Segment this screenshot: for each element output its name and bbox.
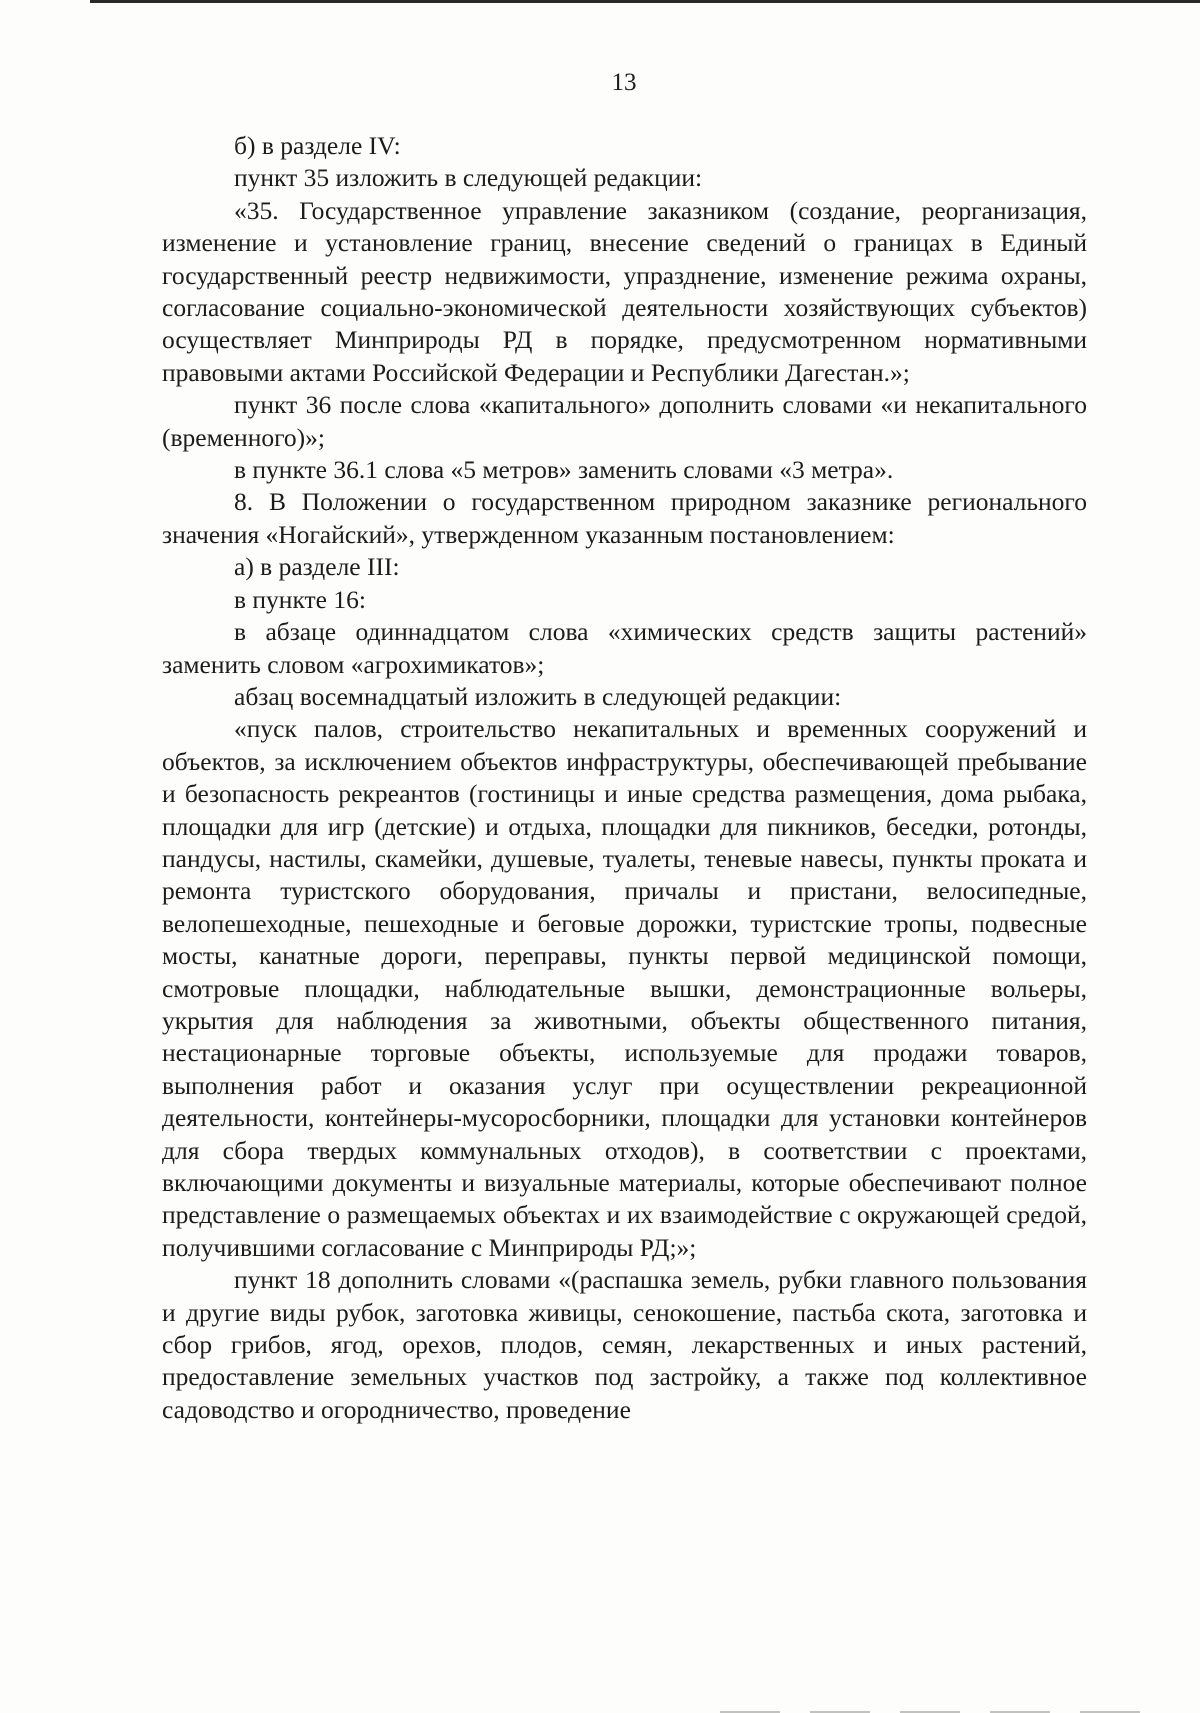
scan-top-edge — [90, 0, 1200, 3]
paragraph-item-36: пункт 36 после слова «капитального» дополнить словами «и некапитального (временного)»; — [162, 390, 1087, 452]
paragraph-abzac-18-intro: абзац восемнадцатый изложить в следующей редакции: — [234, 681, 842, 711]
paragraph-abzac-11: в абзаце одиннадцатом слова «химических средств защиты растений» заменить словом «агрохимикатов»; — [162, 617, 1087, 679]
paragraph-item-35-text: «35. Государственное управление заказником (создание, реорганизация, изменение и установление границ, внесение сведений о границах в Единый государственный реестр недвижимости, упразднение, изменение режима охраны, согласование социально-экономической деятельности хозяйствующих субъектов) осуществляет Минприроды РД в порядке, предусмотренном нормативными правовыми актами Российской Федерации и Республики Дагестан.»; — [162, 195, 1087, 387]
paragraph-item-18: пункт 18 дополнить словами «(распашка земель, рубки главного пользования и другие виды рубок, заготовка живицы, сенокошение, пастьба скота, заготовка и сбор грибов, ягод, орехов, плодов, семян, лекарственных и иных растений, предоставление земельных участков под застройку, а также под коллективное садоводство и огородничество, проведение — [162, 1265, 1087, 1424]
document-body — [162, 130, 1087, 1426]
paragraph-section-iii: а) в разделе III: — [234, 552, 400, 582]
paragraph-item-8: 8. В Положении о государственном природном заказнике регионального значения «Ногайский», утвержденном указанным постановлением: — [162, 487, 1087, 549]
paragraph-item-35-intro: пункт 35 изложить в следующей редакции: — [234, 163, 703, 193]
page-number: 13 — [611, 69, 637, 96]
paragraph-item-36-1: в пункте 36.1 слова «5 метров» заменить словами «3 метра». — [234, 455, 894, 485]
paragraph-abzac-18-text: «пуск палов, строительство некапитальных и временных сооружений и объектов, за исключением объектов инфраструктуры, обеспечивающей пребывание и безопасность рекреантов (гостиницы и иные средства размещения, дома рыбака, площадки для игр (детские) и отдыха, площадки для пикников, беседки, ротонды, пандусы, настилы, скамейки, душевые, туалеты, теневые навесы, пункты проката и ремонта туристского оборудования, причалы и пристани, велосипедные, велопешеходные, пешеходные и беговые дорожки, туристские тропы, подвесные мосты, канатные дороги, переправы, пункты первой медицинской помощи, смотровые площадки, наблюдательные вышки, демонстрационные вольеры, укрытия для наблюдения за животными, объекты общественного питания, нестационарные торговые объекты, используемые для продажи товаров, выполнения работ и оказания услуг при осуществлении рекреационной деятельности, контейнеры-мусоросборники, площадки для установки контейнеров для сбора твердых коммунальных отходов), в соответствии с проектами, включающими документы и визуальные материалы, которые обеспечивают полное представление о размещаемых объектах и их взаимодействие с окружающей средой, получившими согласование с Минприроды РД;»; — [162, 714, 1087, 1262]
paragraph-item-16: в пункте 16: — [234, 584, 366, 614]
paragraph-section-iv: б) в разделе IV: — [234, 131, 401, 160]
